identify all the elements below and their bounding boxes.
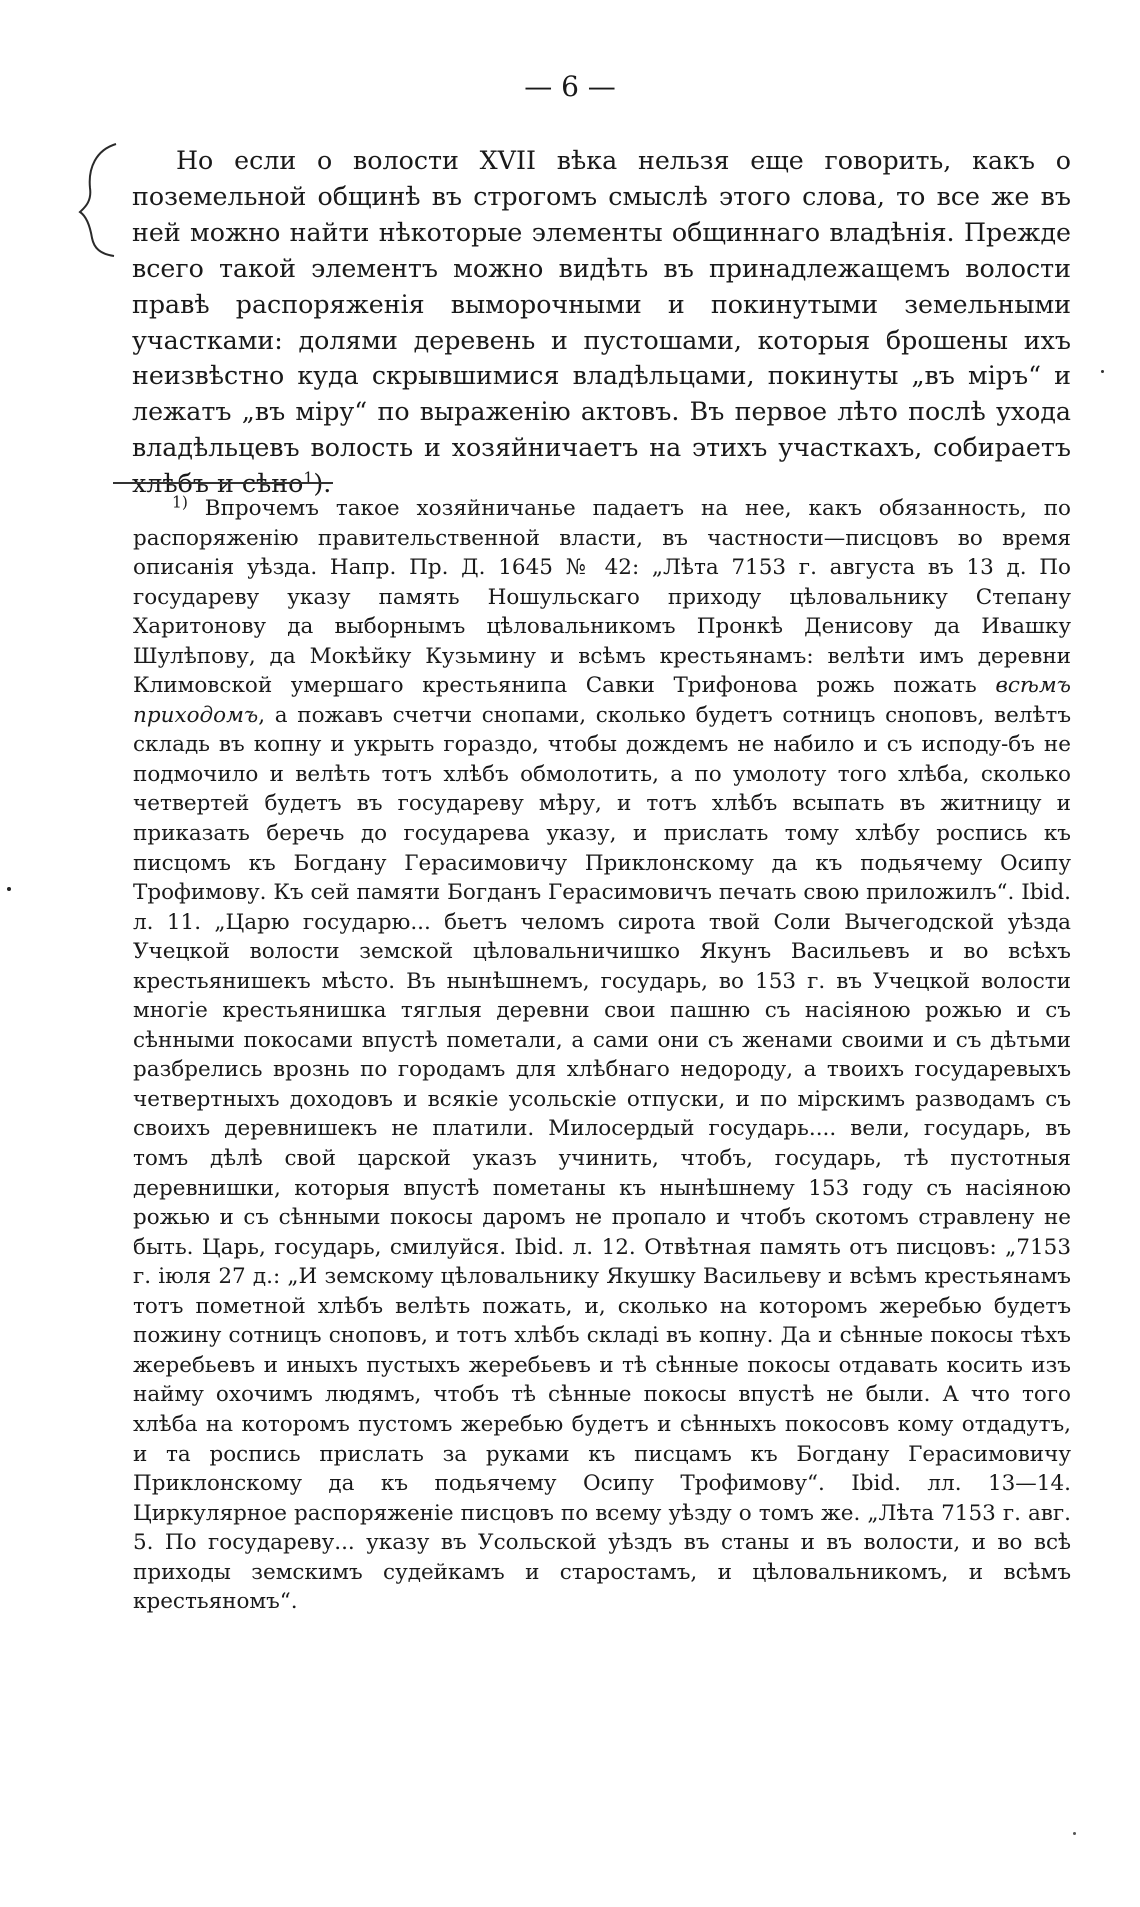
footnote-italic-phrase: всѣмъ приходомъ [133, 673, 1071, 728]
page-number: — 6 — [524, 70, 616, 103]
footnote-reference[interactable]: 1 [303, 468, 314, 488]
footnote [133, 494, 1071, 1617]
footnote-divider [113, 482, 333, 484]
main-paragraph-end: ). [313, 469, 332, 499]
handwritten-bracket-mark [78, 140, 118, 260]
footnote-text-start: Впрочемъ такое хозяйничанье падаетъ на нее, какъ обязанность, по распоряженію правительственной власти, въ частности—писцовъ во время описанія уѣзда. Напр. Пр. Д. 1645 № 42: „Лѣта 7153 г. августа въ 13 д. По государеву указу память Ношульскаго приходу цѣловальнику Степану Харитонову да выборнымъ цѣловальникомъ Пронкѣ Денисову да Ивашку Шулѣпову, да Мокѣйку Кузьмину и всѣмъ крестьянамъ: велѣти имъ деревни Климовской умершаго крестьянипа Савки Трифонова рожь пожать [133, 496, 1071, 699]
margin-speck [7, 887, 11, 891]
footnote-text-rest: , а пожавъ счетчи снопами, сколько будетъ сотницъ сноповъ, велѣтъ складь въ копну и укрыть гораздо, чтобы дождемъ не набило и съ исподу-бъ не подмочило и велѣть тотъ хлѣбъ обмолотить, а по умолоту того хлѣба, сколько четвертей будетъ въ государеву мѣру, и тотъ хлѣбъ всыпать въ житницу и приказать беречь до государева указу, и прислать тому хлѣбу роспись къ писцомъ къ Богдану Герасимовичу Приклонскому да къ подьячему Осипу Трофимову. Къ сей памяти Богданъ Герасимовичъ печать свою приложилъ“. Ibid. л. 11. „Царю государю... бьетъ челомъ сирота твой Соли Вычегодской уѣзда Учецкой волости земской цѣловальничишко Якунъ Васильевъ и во всѣхъ крестьянишекъ мѣсто. Въ нынѣшнемъ, государь, во 153 г. въ Учецкой волости многіе крестьянишка тяглыя деревни свои пашню съ насіяною рожью и съ сѣнными покосами впустѣ пометали, а сами они съ женами своими и съ дѣтьми разбрелись врознь по городамъ для хлѣбнаго недороду, а твоихъ государевыхъ четвертныхъ доходовъ и всякіе усольскіе отпуски, и по мірскимъ разводамъ съ своихъ деревнишекъ не платили. Милосердый государь.... вели, государь, въ томъ дѣлѣ свой царской указъ учинить, чтобъ, государь, тѣ пустотныя деревнишки, которыя впустѣ пометаны къ нынѣшнему 153 году съ насіяною рожью и съ сѣнными покосы даромъ не пропало и чтобъ скотомъ стравлену не быть. Царь, государь, смилуйся. Ibid. л. 12. Отвѣтная память отъ писцовъ: „7153 г. іюля 27 д.: „И земскому цѣловальнику Якушку Васильеву и всѣмъ крестьянамъ тотъ пометной хлѣбъ велѣть пожать, и, сколько на которомъ жеребью будетъ пожину сотницъ сноповъ, и тотъ хлѣбъ складі въ копну. Да и сѣнные покосы тѣхъ жеребьевъ и иныхъ пустыхъ жеребьевъ и тѣ сѣнные покосы отдавать косить изъ найму охочимъ людямъ, чтобъ тѣ сѣнные покосы впустѣ не были. А что того хлѣба на которомъ пустомъ жеребью будетъ и сѣнныхъ покосовъ кому отдадутъ, и та роспись прислать за руками къ писцамъ къ Богдану Герасимовичу Приклонскому да къ подьячему Осипу Трофимову“. Ibid. лл. 13—14. Циркулярное распоряженіе писцовъ по всему уѣзду о томъ же. „Лѣта 7153 г. авг. 5. По государеву... указу въ Усольской уѣздъ въ станы и въ волости, и во всѣ приходы земскимъ судейкамъ и старостамъ, и цѣловальникомъ, и всѣмъ крестьяномъ“. [133, 702, 1071, 1615]
margin-speck-right [1101, 370, 1104, 373]
margin-speck-bottom [1073, 1832, 1076, 1835]
footnote-marker: 1) [172, 493, 188, 512]
main-paragraph [132, 143, 1071, 502]
main-paragraph-text: Но если о волости XVII вѣка нельзя еще говорить, какъ о поземельной общинѣ въ строгомъ смыслѣ этого слова, то все же въ ней можно найти нѣкоторые элементы общиннаго владѣнія. Прежде всего такой элементъ можно видѣть въ принадлежащемъ волости правѣ распоряженія выморочными и покинутыми земельными участками: долями деревень и пустошами, которыя брошены ихъ неизвѣстно куда скрывшимися владѣльцами, покинуты „въ міръ“ и лежатъ „въ міру“ по выраженію актовъ. Въ первое лѣто послѣ ухода владѣльцевъ волость и хозяйничаетъ на этихъ участкахъ, собираетъ хлѣбъ и сѣно [132, 146, 1071, 499]
